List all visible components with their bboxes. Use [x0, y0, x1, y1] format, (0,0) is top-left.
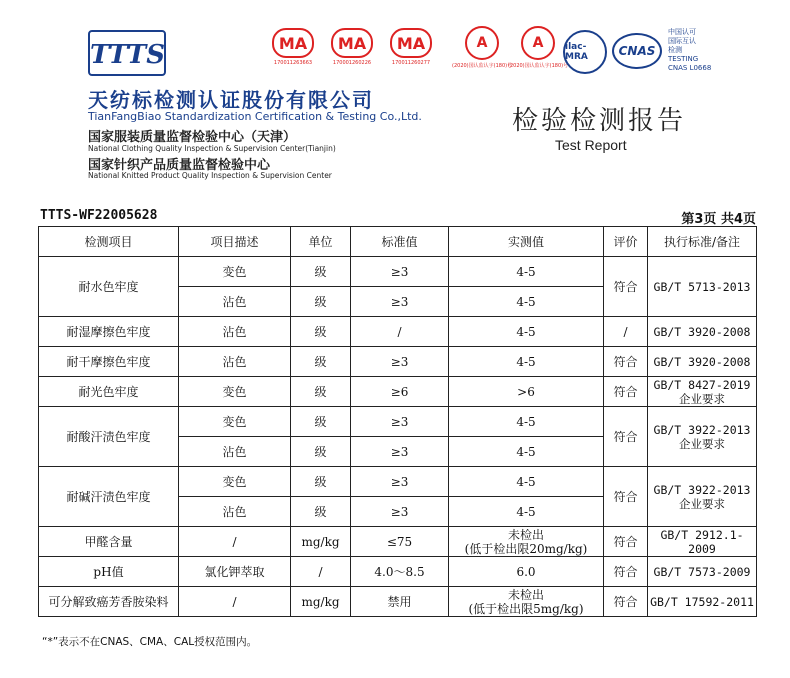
unit: 级 — [291, 497, 351, 527]
cma-icon: MA — [331, 28, 373, 58]
column-header: 评价 — [604, 227, 648, 257]
evaluation: 符合 — [604, 587, 648, 617]
table-row — [39, 527, 757, 557]
measured-value — [449, 527, 604, 557]
result-line: 未检出 — [507, 587, 544, 602]
unit: 级 — [291, 257, 351, 287]
test-item: 耐酸汗渍色牢度 — [39, 407, 179, 467]
remark-line: GB/T 8427-2019 — [653, 377, 751, 392]
standard-value: ≥3 — [351, 497, 449, 527]
remark-line: 企业要求 — [679, 436, 725, 451]
measured-value: 4-5 — [449, 437, 604, 467]
standard-remark: GB/T 3920-2008 — [648, 317, 757, 347]
item-desc: 沾色 — [179, 347, 291, 377]
page-indicator: 第3页 共4页 — [681, 212, 756, 227]
cnas-line: CNAS L0668 — [668, 64, 712, 72]
cma-seal-1 — [272, 26, 314, 66]
standard-remark — [648, 377, 757, 407]
column-header: 单位 — [291, 227, 351, 257]
test-item: 耐水色牢度 — [39, 257, 179, 317]
unit: mg/kg — [291, 527, 351, 557]
table-row — [39, 407, 757, 437]
cma-seal-2 — [331, 26, 373, 66]
item-desc: 沾色 — [179, 317, 291, 347]
remark-line: GB/T 3922-2013 — [653, 482, 751, 497]
measured-value: 4-5 — [449, 287, 604, 317]
cma-seal-3 — [390, 26, 432, 66]
standard-value: ≥3 — [351, 347, 449, 377]
measured-value: 4-5 — [449, 407, 604, 437]
evaluation: 符合 — [604, 527, 648, 557]
item-desc: 沾色 — [179, 287, 291, 317]
test-item: 耐碱汗渍色牢度 — [39, 467, 179, 527]
cnas-line: 中国认可 — [668, 28, 696, 36]
item-desc: / — [179, 527, 291, 557]
measured-value: 4-5 — [449, 257, 604, 287]
measured-value: 4-5 — [449, 317, 604, 347]
cnas-line: 国际互认 — [668, 37, 696, 45]
column-header: 检测项目 — [39, 227, 179, 257]
column-header: 实测值 — [449, 227, 604, 257]
evaluation: 符合 — [604, 347, 648, 377]
remark-line: 企业要求 — [679, 391, 725, 406]
cnas-icon: CNAS — [612, 33, 662, 69]
table-row — [39, 347, 757, 377]
table-row — [39, 467, 757, 497]
measured-value: >6 — [449, 377, 604, 407]
center1-name-en: National Clothing Quality Inspection & Supervision Center(Tianjin) — [88, 144, 336, 153]
cal-seal-1 — [452, 26, 512, 69]
measured-value — [449, 587, 604, 617]
standard-remark: GB/T 5713-2013 — [648, 257, 757, 317]
standard-remark — [648, 407, 757, 467]
cert-code: (2020)国认监认字(180)号 — [508, 63, 569, 69]
unit: 级 — [291, 407, 351, 437]
measured-value: 4-5 — [449, 347, 604, 377]
column-header: 执行标准/备注 — [648, 227, 757, 257]
measured-value: 4-5 — [449, 467, 604, 497]
table-row — [39, 377, 757, 407]
standard-value: 4.0～8.5 — [351, 557, 449, 587]
standard-value: ≥3 — [351, 257, 449, 287]
standard-remark: GB/T 7573-2009 — [648, 557, 757, 587]
table-row — [39, 557, 757, 587]
standard-remark — [648, 467, 757, 527]
unit: 级 — [291, 437, 351, 467]
evaluation: 符合 — [604, 467, 648, 527]
remark-line: GB/T 3922-2013 — [653, 422, 751, 437]
item-desc: 变色 — [179, 377, 291, 407]
evaluation: / — [604, 317, 648, 347]
center1-name-cn: 国家服装质量监督检验中心（天津） — [88, 130, 297, 145]
item-desc: / — [179, 587, 291, 617]
company-name-en: TianFangBiao Standardization Certification & Testing Co.,Ltd. — [88, 110, 422, 123]
center2-name-en: National Knitted Product Quality Inspection & Supervision Center — [88, 171, 332, 180]
cnas-line: 检测 — [668, 46, 682, 54]
unit: 级 — [291, 317, 351, 347]
unit: / — [291, 557, 351, 587]
standard-value: ≤75 — [351, 527, 449, 557]
measured-value: 6.0 — [449, 557, 604, 587]
cal-icon: A — [521, 26, 555, 60]
table-row — [39, 317, 757, 347]
standard-value: ≥6 — [351, 377, 449, 407]
unit: 级 — [291, 347, 351, 377]
report-title-en: Test Report — [555, 137, 627, 153]
test-item: 甲醛含量 — [39, 527, 179, 557]
cert-code: (2020)国认监认字(180)号 — [452, 63, 513, 69]
cert-code: 170001260226 — [332, 60, 372, 66]
unit: 级 — [291, 467, 351, 497]
center2-name-cn: 国家针织产品质量监督检验中心 — [88, 158, 271, 173]
standard-value: ≥3 — [351, 287, 449, 317]
table-row — [39, 257, 757, 287]
item-desc: 变色 — [179, 257, 291, 287]
test-item: pH值 — [39, 557, 179, 587]
test-results-table — [38, 226, 757, 617]
cert-code: 170011263663 — [273, 60, 313, 66]
cert-code: 170011260277 — [391, 60, 431, 66]
evaluation: 符合 — [604, 407, 648, 467]
test-item: 耐湿摩擦色牢度 — [39, 317, 179, 347]
standard-value: / — [351, 317, 449, 347]
standard-value: ≥3 — [351, 407, 449, 437]
standard-value: ≥3 — [351, 467, 449, 497]
cnas-line: TESTING — [668, 55, 699, 63]
standard-remark: GB/T 3920-2008 — [648, 347, 757, 377]
item-desc: 变色 — [179, 467, 291, 497]
company-logo: TTTS — [88, 30, 166, 76]
test-item: 可分解致癌芳香胺染料 — [39, 587, 179, 617]
item-desc: 沾色 — [179, 437, 291, 467]
result-line: (低于检出限5mg/kg) — [468, 601, 584, 616]
cma-icon: MA — [390, 28, 432, 58]
column-header: 标准值 — [351, 227, 449, 257]
test-item: 耐干摩擦色牢度 — [39, 347, 179, 377]
cma-icon: MA — [272, 28, 314, 58]
remark-line: 企业要求 — [679, 496, 725, 511]
standard-value: ≥3 — [351, 437, 449, 467]
company-name-cn: 天纺标检测认证股份有限公司 — [88, 88, 374, 112]
unit: 级 — [291, 287, 351, 317]
item-desc: 沾色 — [179, 497, 291, 527]
cal-seal-2 — [508, 26, 568, 69]
ilac-mra-icon: ilac-MRA — [563, 30, 607, 74]
item-desc: 变色 — [179, 407, 291, 437]
cal-icon: A — [465, 26, 499, 60]
table-row — [39, 587, 757, 617]
column-header: 项目描述 — [179, 227, 291, 257]
standard-value: 禁用 — [351, 587, 449, 617]
report-number: TTTS-WF22005628 — [40, 208, 158, 223]
result-line: 未检出 — [507, 527, 544, 542]
item-desc: 氯化钾萃取 — [179, 557, 291, 587]
evaluation: 符合 — [604, 257, 648, 317]
footnote: “*”表示不在CNAS、CMA、CAL授权范围内。 — [42, 636, 258, 648]
cnas-accreditation-text — [668, 28, 711, 73]
measured-value: 4-5 — [449, 497, 604, 527]
test-item: 耐光色牢度 — [39, 377, 179, 407]
standard-remark: GB/T 17592-2011 — [648, 587, 757, 617]
standard-remark: GB/T 2912.1-2009 — [648, 527, 757, 557]
unit: 级 — [291, 377, 351, 407]
result-line: (低于检出限20mg/kg) — [464, 541, 588, 556]
report-title-cn: 检验检测报告 — [512, 106, 687, 136]
evaluation: 符合 — [604, 377, 648, 407]
unit: mg/kg — [291, 587, 351, 617]
evaluation: 符合 — [604, 557, 648, 587]
table-header-row — [39, 227, 757, 257]
